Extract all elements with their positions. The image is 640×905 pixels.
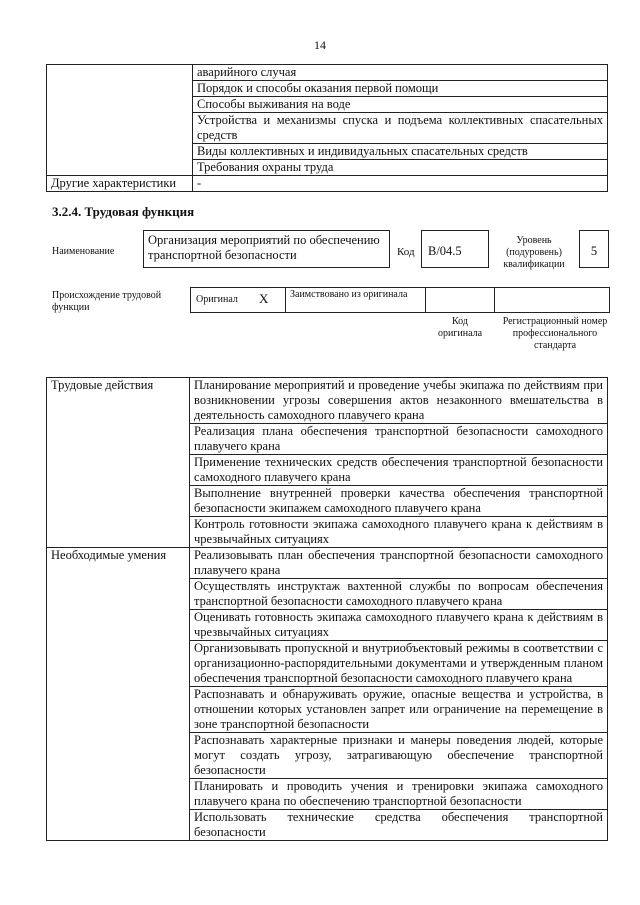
divider: [285, 288, 286, 312]
level-value: 5: [590, 244, 598, 258]
knowledge-row: Устройства и механизмы спуска и подъема коллективных спасательных средств: [193, 113, 608, 144]
level-label: Уровень (подуровень) квалификации: [503, 235, 565, 270]
knowledge-row: Порядок и способы оказания первой помощи: [193, 81, 608, 97]
action-item: Применение технических средств обеспечения транспортной безопасности самоходного плавучего крана: [190, 455, 608, 486]
name-value: Организация мероприятий по обеспечению транспортной безопасности: [148, 233, 380, 262]
knowledge-row: Способы выживания на воде: [193, 97, 608, 113]
action-item: Реализация плана обеспечения транспортной безопасности самоходного плавучего крана: [190, 424, 608, 455]
name-box: [143, 230, 390, 268]
code-label: Код: [397, 246, 415, 258]
skill-item: Распознавать характерные признаки и манеры поведения людей, которые могут создать угрозу, затрагивающую обеспечение транспортной безопасности: [190, 733, 608, 779]
other-characteristics-value: -: [193, 176, 608, 192]
actions-label: Трудовые действия: [47, 378, 190, 548]
name-label: Наименование: [52, 246, 115, 257]
skills-label: Необходимые умения: [47, 548, 190, 841]
action-item: Планирование мероприятий и проведение учебы экипажа по действиям при возникновении угрозы совершения актов незаконного вмешательства в деятельность самоходного плавучего крана: [190, 378, 608, 424]
original-label: Оригинал: [196, 294, 238, 305]
knowledge-row: Требования охраны труда: [193, 160, 608, 176]
divider: [425, 288, 426, 312]
skill-item: Распознавать и обнаруживать оружие, опасные вещества и устройства, в отношении которых установлен запрет или ограничение на перемещение в зоне транспортной безопасности: [190, 687, 608, 733]
other-characteristics-label: Другие характеристики: [47, 176, 193, 192]
skill-item: Использовать технические средства обеспечения транспортной безопасности: [190, 810, 608, 841]
knowledge-row: аварийного случая: [193, 65, 608, 81]
code-caption: Код оригинала: [437, 316, 483, 339]
origin-label: Происхождение трудовой функции: [52, 290, 162, 313]
skill-item: Осуществлять инструктаж вахтенной службы по вопросам обеспечения транспортной безопасности самоходного плавучего крана: [190, 579, 608, 610]
skill-item: Реализовывать план обеспечения транспортной безопасности самоходного плавучего крана: [190, 548, 608, 579]
level-box: [579, 230, 609, 268]
origin-box: [190, 287, 610, 313]
function-table: [46, 377, 608, 841]
action-item: Выполнение внутренней проверки качества обеспечения транспортной безопасности экипажем самоходного плавучего крана: [190, 486, 608, 517]
skill-item: Планировать и проводить учения и тренировки экипажа самоходного плавучего крана по обеспечению транспортной безопасности: [190, 779, 608, 810]
knowledge-row: Виды коллективных и индивидуальных спасательных средств: [193, 144, 608, 160]
empty-label-cell: [47, 65, 193, 176]
skill-item: Оценивать готовность экипажа самоходного плавучего крана к действиям в чрезвычайных ситуациях: [190, 610, 608, 641]
code-value: B/04.5: [428, 244, 462, 258]
skill-item: Организовывать пропускной и внутриобъектовый режимы в соответствии с организационно-распорядительными документами и утвержденным планом обеспечения транспортной безопасности самоходного плавучего крана: [190, 641, 608, 687]
divider: [494, 288, 495, 312]
code-box: [421, 230, 489, 268]
knowledge-table: [46, 64, 608, 192]
reg-caption: Регистрационный номер профессионального стандарта: [502, 316, 608, 351]
borrowed-label: Заимствовано из оригинала: [290, 289, 408, 300]
original-mark: X: [259, 291, 269, 306]
page-number: 14: [314, 38, 326, 52]
action-item: Контроль готовности экипажа самоходного плавучего крана к действиям в чрезвычайных ситуациях: [190, 517, 608, 548]
section-heading: 3.2.4. Трудовая функция: [52, 204, 195, 219]
